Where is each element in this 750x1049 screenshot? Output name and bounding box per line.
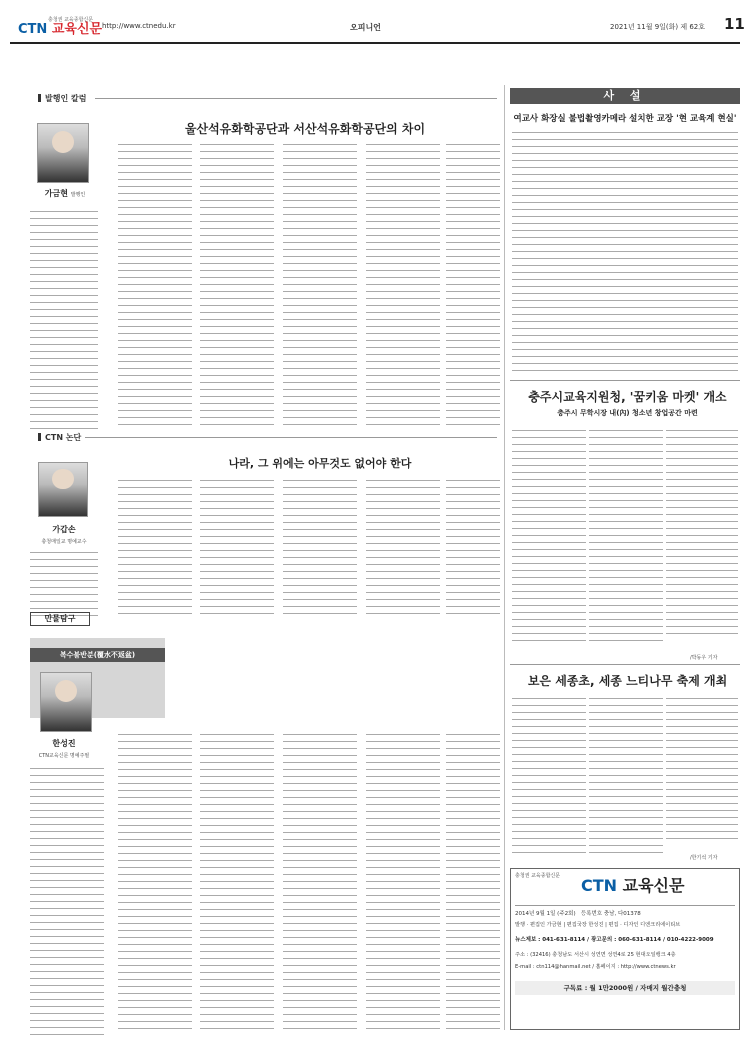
- column2-body-5: [366, 474, 440, 614]
- masthead-subtitle: 충청권 교육종합신문: [515, 873, 561, 879]
- tag-rule: [85, 437, 497, 438]
- column-tag-exploration: 만물탐구: [30, 612, 90, 626]
- author-name: 가금현 발행인: [44, 189, 86, 198]
- issue-date: 2021년 11월 9일(화) 제 62호: [610, 23, 706, 31]
- masthead-contact-phones: 뉴스제보 : 041-631-8114 / 광고문의 : 060-631-8114 / 010-4222-9009: [515, 937, 714, 943]
- author-role: 충청매일교 명예교수: [41, 539, 87, 545]
- page-header: [10, 10, 745, 44]
- masthead-subscription: 구독료 : 월 1만2000원 / 자매지 월간충청: [515, 981, 735, 995]
- news1-body-1: [512, 424, 586, 641]
- section-rule: [510, 664, 740, 665]
- news1-headline[interactable]: 충주시교육지원청, '꿈키움 마켓' 개소: [528, 390, 727, 404]
- news2-body-3: [666, 692, 738, 839]
- author-name: 한성진: [52, 739, 76, 748]
- page-number: 11: [724, 15, 745, 33]
- column2-body-3: [200, 474, 274, 614]
- section-rule: [510, 380, 740, 381]
- column1-body-2: [118, 138, 192, 425]
- news2-reporter: /한기석 기자: [690, 855, 718, 861]
- column1-body-4: [283, 138, 357, 425]
- column1-headline[interactable]: 울산석유화학공단과 서산석유화학공단의 차이: [184, 122, 426, 136]
- masthead-box: [510, 868, 740, 1030]
- column1-body-3: [200, 138, 274, 425]
- column1-body-6: [446, 138, 500, 425]
- news2-headline[interactable]: 보은 세종초, 세종 느티나무 축제 개최: [527, 674, 728, 688]
- column1-body-1: [30, 205, 98, 429]
- column2-headline[interactable]: 나라, 그 위에는 아무것도 없어야 한다: [228, 457, 412, 470]
- column2-body-4: [283, 474, 357, 614]
- masthead-logo: CTN 교육신문: [581, 876, 685, 895]
- news2-body-1: [512, 692, 586, 853]
- masthead-registration: 2014년 9월 1일 (주2회) 등록번호 충남, 다01378: [515, 905, 735, 917]
- column3-body-3: [200, 728, 274, 1029]
- column-tag-forum: CTN 논단: [38, 432, 81, 443]
- news1-subhead: 충주시 무학시장 내(內) 청소년 창업공간 마련: [557, 409, 698, 417]
- column2-body-2: [118, 474, 192, 614]
- column3-banner: 복수불반분(覆水不返盆): [30, 648, 165, 662]
- masthead-logo: CTN 교육신문: [18, 22, 103, 37]
- author-role: CTN교육신문 명예주필: [38, 753, 90, 759]
- news1-body-3: [666, 424, 738, 634]
- news1-reporter: /박동우 기자: [690, 655, 718, 661]
- author-name: 가갑손: [52, 525, 76, 534]
- author-photo: [38, 462, 88, 517]
- author-photo: [40, 672, 92, 732]
- column3-body-5: [366, 728, 440, 1029]
- editorial-body: [512, 126, 738, 371]
- column3-body-2: [118, 728, 192, 1029]
- news1-body-2: [589, 424, 663, 641]
- column-tag-publisher: 발행인 칼럼: [38, 93, 86, 104]
- editorial-label: 사 설: [510, 88, 740, 104]
- column2-body-6: [446, 474, 500, 614]
- site-url[interactable]: http://www.ctnedu.kr: [102, 22, 176, 30]
- column3-body-6: [446, 728, 500, 1029]
- masthead-publisher: 발행 · 편집인 가금현 | 편집국장 한성진 | 편집 · 디자인 디엔크리에이티브: [515, 922, 681, 928]
- logo-subtitle: 충청권 교육종합신문: [48, 17, 94, 23]
- column2-body-1: [30, 546, 98, 616]
- column3-body-4: [283, 728, 357, 1029]
- editorial-headline[interactable]: 여교사 화장실 불법촬영카메라 설치한 교장 '현 교육계 현실': [513, 114, 737, 124]
- column3-body-1: [30, 762, 104, 1035]
- tag-rule: [95, 98, 497, 99]
- section-name: 오피니언: [350, 23, 381, 32]
- masthead-email[interactable]: E-mail : ctn114@hanmail.net / 홈페이지 : http://www.ctnews.kr: [515, 964, 676, 970]
- column1-body-5: [366, 138, 440, 425]
- author-photo: [37, 123, 89, 183]
- masthead-address: 주소 : (32416) 충청남도 서산시 성연면 성연4로 25 현대오일뱅크 4층: [515, 952, 676, 958]
- column-divider: [504, 85, 505, 1030]
- news2-body-2: [589, 692, 663, 853]
